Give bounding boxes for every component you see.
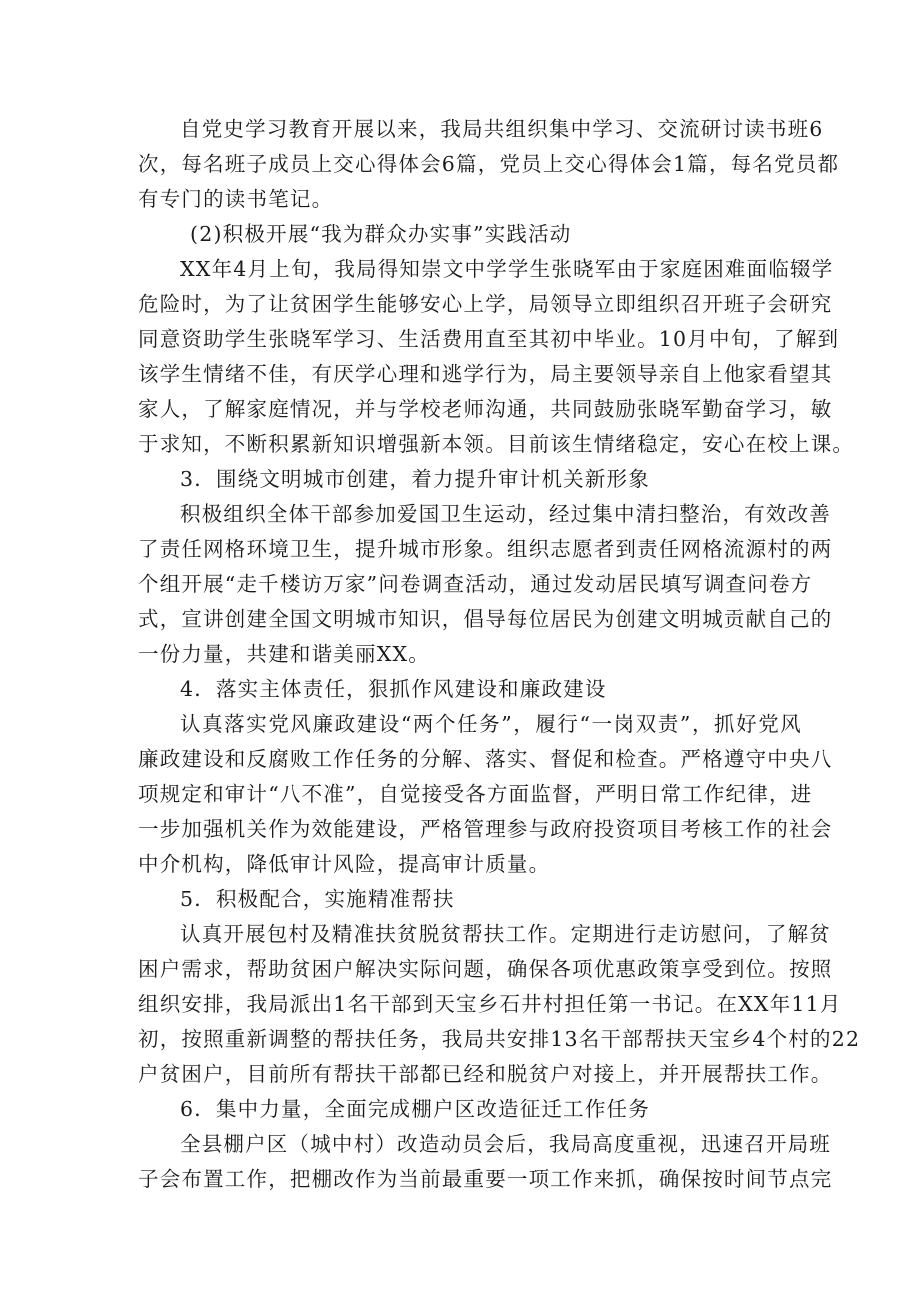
text-line: 一份力量，共建和谐美丽XX。	[138, 642, 430, 666]
text-line: 全县棚户区（城中村）改造动员会后，我局高度重视，迅速召开局班	[180, 1132, 831, 1156]
text-line: 中介机构，降低审计风险，提高审计质量。	[138, 852, 551, 876]
text-line: 4．落实主体责任，狠抓作风建设和廉政建设	[180, 677, 607, 701]
text-line: 个组开展“走千楼访万家”问卷调查活动，通过发动居民填写调查问卷方	[138, 572, 813, 596]
text-line: 初，按照重新调整的帮扶任务，我局共安排13名干部帮扶天宝乡4个村的22	[138, 1027, 861, 1051]
text-line: 认真落实党风廉政建设“两个任务”，履行“一岗双责”，抓好党风	[180, 712, 802, 736]
text-line: (2)积极开展“我为群众办实事”实践活动	[190, 222, 572, 246]
text-line: 有专门的读书笔记。	[138, 187, 334, 211]
text-line: XX年4月上旬，我局得知崇文中学学生张晓军由于家庭困难面临辍学	[180, 257, 834, 281]
text-line: 了责任网格环境卫生，提升城市形象。组织志愿者到责任网格流源村的两	[138, 537, 833, 561]
text-line: 5．积极配合，实施精准帮扶	[180, 887, 455, 911]
text-line: 困户需求，帮助贫困户解决实际问题，确保各项优惠政策享受到位。按照	[138, 957, 833, 981]
text-line: 同意资助学生张晓军学习、生活费用直至其初中毕业。10月中旬，了解到	[138, 327, 840, 351]
text-line: 家人，了解家庭情况，并与学校老师沟通，共同鼓励张晓军勤奋学习，敏	[138, 397, 833, 421]
text-line: 6．集中力量，全面完成棚户区改造征迁工作任务	[180, 1097, 650, 1121]
text-line: 一步加强机关作为效能建设，严格管理参与政府投资项目考核工作的社会	[138, 817, 833, 841]
text-line: 该学生情绪不佳，有厌学心理和逃学行为，局主要领导亲自上他家看望其	[138, 362, 833, 386]
text-line: 廉政建设和反腐败工作任务的分解、落实、督促和检查。严格遵守中央八	[138, 747, 833, 771]
text-line: 项规定和审计“八不准”，自觉接受各方面监督，严明日常工作纪律，进	[138, 782, 813, 806]
text-line: 积极组织全体干部参加爱国卫生运动，经过集中清扫整治，有效改善	[180, 502, 831, 526]
text-line: 自党史学习教育开展以来，我局共组织集中学习、交流研讨读书班6	[180, 117, 824, 141]
text-line: 子会布置工作，把棚改作为当前最重要一项工作来抓，确保按时间节点完	[138, 1167, 833, 1191]
text-line: 户贫困户，目前所有帮扶干部都已经和脱贫户对接上，并开展帮扶工作。	[138, 1062, 833, 1086]
text-line: 3．围绕文明城市创建，着力提升审计机关新形象	[180, 467, 650, 491]
text-line: 认真开展包村及精准扶贫脱贫帮扶工作。定期进行走访慰问，了解贫	[180, 922, 831, 946]
text-line: 组织安排，我局派出1名干部到天宝乡石井村担任第一书记。在XX年11月	[138, 992, 842, 1016]
text-line: 危险时，为了让贫困学生能够安心上学，局领导立即组织召开班子会研究	[138, 292, 833, 316]
text-line: 于求知，不断积累新知识增强新本领。目前该生情绪稳定，安心在校上课。	[138, 432, 855, 456]
text-line: 式，宣讲创建全国文明城市知识，倡导每位居民为创建文明城贡献自己的	[138, 607, 833, 631]
text-line: 次，每名班子成员上交心得体会6篇，党员上交心得体会1篇，每名党员都	[138, 152, 840, 176]
